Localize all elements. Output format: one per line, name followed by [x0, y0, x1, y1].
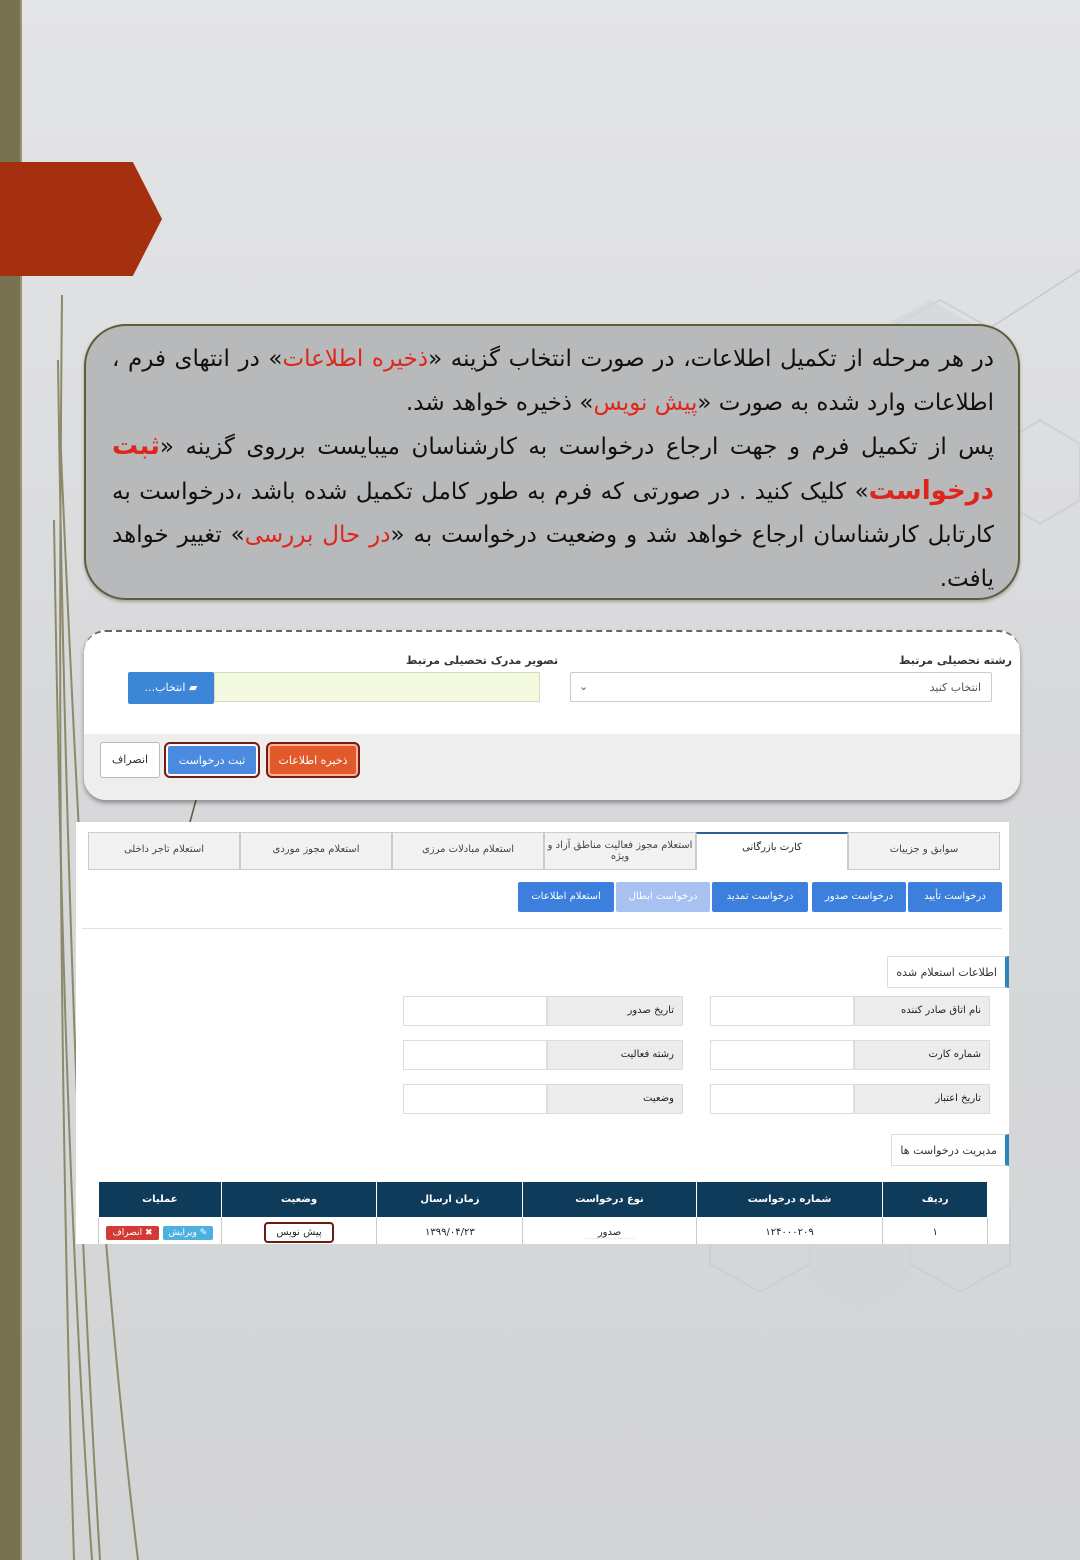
field-validity [710, 1084, 990, 1114]
row-index: ۱ [883, 1218, 988, 1245]
tab-free-zone[interactable]: استعلام مجوز فعالیت مناطق آزاد و ویژه [544, 832, 696, 870]
tab-domestic-trader[interactable]: استعلام تاجر داخلی [88, 832, 240, 870]
callout-text-4: پس از تکمیل فرم و جهت ارجاع درخواست به کارشناسان میبایست برروی گزینه « [159, 434, 994, 460]
cancel-label: انصراف [112, 1227, 143, 1238]
edit-icon: ✎ [199, 1227, 208, 1238]
callout-text-5: » کلیک کنید . در صورتی که فرم به طور کامل تکمیل شده باشد ،درخواست به کارتابل کارشناسان ارجاع خواهد شد و وضعیت درخواست به « [112, 478, 994, 548]
column-header: عملیات [99, 1182, 222, 1218]
column-header: ردیف [883, 1182, 988, 1218]
tab-history[interactable]: سوابق و جزییات [848, 832, 1000, 870]
field-label: تاریخ اعتبار [854, 1084, 990, 1114]
callout-highlight-review: در حال بررسی [244, 522, 391, 548]
callout-text-1: در هر مرحله از تکمیل اطلاعات، در صورت انتخاب گزینه « [428, 346, 995, 372]
callout-highlight-save: ذخیره اطلاعات [282, 346, 429, 372]
card-screenshot [76, 822, 1009, 1244]
callout-text-6: » تغییر خواهد یافت. [112, 522, 994, 592]
column-header: شماره درخواست [696, 1182, 883, 1218]
section-title-inquiry: اطلاعات استعلام شده [887, 956, 1009, 988]
field-value [710, 996, 854, 1026]
save-button[interactable]: ذخیره اطلاعات [266, 742, 360, 778]
edit-button[interactable] [163, 1226, 214, 1240]
row-type-cell [523, 1218, 696, 1245]
file-path-input[interactable] [214, 672, 540, 702]
field-value [403, 1040, 547, 1070]
field-label-document: تصویر مدرک تحصیلی مرتبط [406, 654, 559, 667]
field-issuer [710, 996, 990, 1026]
tab-bar [86, 832, 1000, 870]
field-label: شماره کارت [854, 1040, 990, 1070]
tab-case-permit[interactable]: استعلام مجوز موردی [240, 832, 392, 870]
form-screenshot [84, 630, 1020, 800]
callout-text-3: » ذخیره خواهد شد. [405, 389, 594, 416]
section-title-requests: مدیریت درخواست ها [891, 1134, 1009, 1166]
divider [82, 928, 1002, 929]
status-badge: پیش نویس [264, 1222, 333, 1243]
request-approval-button[interactable]: درخواست تأیید [908, 882, 1002, 912]
field-issue-date [403, 996, 683, 1026]
select-value: انتخاب کنید [929, 681, 981, 694]
field-value [710, 1040, 854, 1070]
field-label: وضعیت [547, 1084, 683, 1114]
edit-label: ویرایش [168, 1227, 197, 1238]
close-icon: ✖ [144, 1227, 153, 1238]
tab-commerce-card[interactable]: کارت بازرگانی [696, 832, 848, 870]
field-label-major: رشته تحصیلی مرتبط [898, 654, 1012, 667]
row-actions [99, 1218, 222, 1245]
request-issue-button[interactable]: درخواست صدور [812, 882, 906, 912]
major-select[interactable] [570, 672, 992, 702]
field-value [710, 1084, 854, 1114]
field-label: رشته فعالیت [547, 1040, 683, 1070]
row-number: ۱۲۴۰۰۰۲۰۹ [696, 1218, 883, 1245]
row-status-cell [221, 1218, 377, 1245]
field-card-number [710, 1040, 990, 1070]
pick-file-button[interactable] [128, 672, 214, 704]
request-renew-button[interactable]: درخواست تمدید [712, 882, 808, 912]
field-status [403, 1084, 683, 1114]
request-revoke-button[interactable]: درخواست ابطال [616, 882, 710, 912]
callout-highlight-submit: ثبت درخواست [112, 431, 994, 506]
field-label: تاریخ صدور [547, 996, 683, 1026]
submit-request-button[interactable]: ثبت درخواست [164, 742, 260, 778]
tab-border-exchange[interactable]: استعلام مبادلات مرزی [392, 832, 544, 870]
field-activity [403, 1040, 683, 1070]
column-header: وضعیت [221, 1182, 377, 1218]
requests-table [98, 1181, 988, 1244]
table-row[interactable] [99, 1218, 988, 1245]
inquiry-button[interactable]: استعلام اطلاعات [518, 882, 614, 912]
table-header-row [99, 1182, 988, 1218]
callout-highlight-draft: پیش نویس [593, 389, 698, 416]
pick-file-label: انتخاب... [144, 681, 186, 694]
row-sent-time: ۱۳۹۹/۰۴/۲۳ [377, 1218, 523, 1245]
cancel-request-button[interactable] [106, 1226, 158, 1240]
instruction-callout [84, 324, 1020, 600]
callout-text-2: » در انتهای فرم ، اطلاعات وارد شده به صورت « [112, 346, 994, 416]
folder-icon: ▰ [188, 681, 198, 694]
column-header: نوع درخواست [523, 1182, 696, 1218]
column-header: زمان ارسال [377, 1182, 523, 1218]
row-type: صدور [584, 1227, 635, 1239]
field-value [403, 996, 547, 1026]
field-label: نام اتاق صادر کننده [854, 996, 990, 1026]
field-value [403, 1084, 547, 1114]
chevron-down-icon: ⌄ [579, 680, 589, 693]
cancel-button[interactable]: انصراف [100, 742, 160, 778]
